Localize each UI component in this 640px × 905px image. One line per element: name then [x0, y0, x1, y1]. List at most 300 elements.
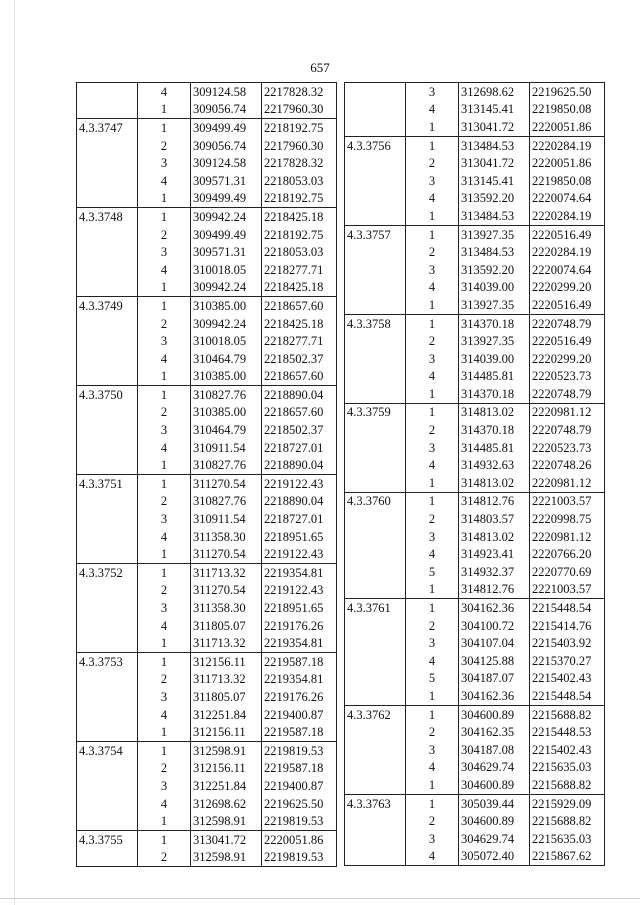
point-number-cell: 3 [138, 154, 191, 172]
y-coordinate-cell: 2219122.43 [262, 582, 337, 600]
y-coordinate-cell: 2215403.92 [530, 634, 605, 652]
point-number-cell: 3 [138, 510, 191, 528]
table-row [77, 386, 337, 404]
table-row [77, 777, 337, 795]
parcel-id-cell [345, 670, 406, 688]
x-coordinate-cell: 312698.62 [459, 83, 530, 101]
y-coordinate-cell: 2220074.64 [530, 190, 605, 208]
x-coordinate-cell: 313484.53 [459, 207, 530, 225]
table-row [77, 599, 337, 617]
table-row [345, 332, 605, 350]
table-row [345, 670, 605, 688]
table-row [77, 119, 337, 137]
x-coordinate-cell: 313041.72 [459, 154, 530, 172]
x-coordinate-cell: 313592.20 [459, 190, 530, 208]
x-coordinate-cell: 309124.58 [191, 154, 262, 172]
point-number-cell: 2 [406, 421, 459, 439]
parcel-id-cell [345, 776, 406, 794]
parcel-id-cell: 4.3.3756 [345, 136, 406, 154]
parcel-id-cell: 4.3.3747 [77, 119, 138, 137]
y-coordinate-cell: 2220748.79 [530, 385, 605, 403]
y-coordinate-cell: 2220516.49 [530, 225, 605, 243]
y-coordinate-cell: 2215867.62 [530, 848, 605, 866]
x-coordinate-cell: 312156.11 [191, 723, 262, 741]
parcel-id-cell [77, 350, 138, 368]
table-row [77, 634, 337, 652]
y-coordinate-cell: 2215414.76 [530, 617, 605, 635]
parcel-id-cell: 4.3.3752 [77, 564, 138, 582]
y-coordinate-cell: 2220748.79 [530, 314, 605, 332]
parcel-id-cell [345, 350, 406, 368]
x-coordinate-cell: 314923.41 [459, 545, 530, 563]
table-row [77, 154, 337, 172]
x-coordinate-cell: 311270.54 [191, 582, 262, 600]
table-row [345, 776, 605, 794]
y-coordinate-cell: 2218657.60 [262, 297, 337, 315]
y-coordinate-cell: 2221003.57 [530, 492, 605, 510]
table-row [77, 706, 337, 724]
x-coordinate-cell: 310911.54 [191, 510, 262, 528]
page-number: 657 [310, 60, 330, 75]
x-coordinate-cell: 311270.54 [191, 545, 262, 563]
parcel-id-cell [345, 279, 406, 297]
y-coordinate-cell: 2219354.81 [262, 671, 337, 689]
point-number-cell: 1 [138, 564, 191, 582]
y-coordinate-cell: 2215448.54 [530, 599, 605, 617]
y-coordinate-cell: 2218951.65 [262, 599, 337, 617]
x-coordinate-cell: 311358.30 [191, 528, 262, 546]
y-coordinate-cell: 2220748.79 [530, 421, 605, 439]
y-coordinate-cell: 2215688.82 [530, 776, 605, 794]
point-number-cell: 3 [406, 439, 459, 457]
y-coordinate-cell: 2215448.54 [530, 687, 605, 705]
y-coordinate-cell: 2218053.03 [262, 243, 337, 261]
x-coordinate-cell: 314803.57 [459, 510, 530, 528]
x-coordinate-cell: 314485.81 [459, 439, 530, 457]
parcel-id-cell [345, 510, 406, 528]
x-coordinate-cell: 309499.49 [191, 226, 262, 244]
x-coordinate-cell: 304187.07 [459, 670, 530, 688]
point-number-cell: 4 [406, 652, 459, 670]
table-row [345, 652, 605, 670]
table-row [77, 315, 337, 333]
y-coordinate-cell: 2220284.19 [530, 207, 605, 225]
y-coordinate-cell: 2217960.30 [262, 101, 337, 119]
x-coordinate-cell: 309942.24 [191, 279, 262, 297]
x-coordinate-cell: 310827.76 [191, 493, 262, 511]
table-row [345, 705, 605, 723]
table-row [77, 545, 337, 563]
y-coordinate-cell: 2219587.18 [262, 760, 337, 778]
table-row [345, 456, 605, 474]
y-coordinate-cell: 2220284.19 [530, 136, 605, 154]
table-row [77, 243, 337, 261]
parcel-id-cell: 4.3.3753 [77, 653, 138, 671]
x-coordinate-cell: 313484.53 [459, 243, 530, 261]
x-coordinate-cell: 312598.91 [191, 849, 262, 867]
table-row [77, 493, 337, 511]
y-coordinate-cell: 2220981.12 [530, 528, 605, 546]
x-coordinate-cell: 314039.00 [459, 279, 530, 297]
y-coordinate-cell: 2215688.82 [530, 812, 605, 830]
parcel-id-cell: 4.3.3757 [345, 225, 406, 243]
parcel-id-cell [77, 172, 138, 190]
y-coordinate-cell: 2218657.60 [262, 404, 337, 422]
y-coordinate-cell: 2219625.50 [262, 795, 337, 813]
table-row [345, 723, 605, 741]
table-row [77, 741, 337, 759]
y-coordinate-cell: 2220766.20 [530, 545, 605, 563]
y-coordinate-cell: 2218192.75 [262, 226, 337, 244]
x-coordinate-cell: 304600.89 [459, 812, 530, 830]
point-number-cell: 4 [138, 706, 191, 724]
table-row [345, 279, 605, 297]
y-coordinate-cell: 2215402.43 [530, 670, 605, 688]
point-number-cell: 1 [406, 403, 459, 421]
parcel-id-cell [345, 154, 406, 172]
x-coordinate-cell: 309571.31 [191, 172, 262, 190]
y-coordinate-cell: 2219122.43 [262, 545, 337, 563]
parcel-id-cell: 4.3.3761 [345, 599, 406, 617]
parcel-id-cell: 4.3.3763 [345, 794, 406, 812]
parcel-id-cell: 4.3.3760 [345, 492, 406, 510]
x-coordinate-cell: 313041.72 [191, 830, 262, 848]
point-number-cell: 4 [138, 795, 191, 813]
parcel-id-cell [345, 190, 406, 208]
point-number-cell: 1 [406, 118, 459, 136]
point-number-cell: 1 [406, 225, 459, 243]
point-number-cell: 1 [138, 741, 191, 759]
parcel-id-cell [77, 154, 138, 172]
table-row [345, 172, 605, 190]
point-number-cell: 4 [406, 101, 459, 119]
x-coordinate-cell: 313145.41 [459, 172, 530, 190]
table-row [77, 83, 337, 101]
y-coordinate-cell: 2219354.81 [262, 564, 337, 582]
parcel-id-cell [345, 723, 406, 741]
table-row [77, 279, 337, 297]
point-number-cell: 4 [406, 190, 459, 208]
point-number-cell: 4 [406, 279, 459, 297]
point-number-cell: 2 [138, 849, 191, 867]
parcel-id-cell [77, 849, 138, 867]
parcel-id-cell [77, 510, 138, 528]
table-row [345, 83, 605, 101]
table-row [345, 510, 605, 528]
y-coordinate-cell: 2218727.01 [262, 510, 337, 528]
table-row [77, 404, 337, 422]
table-row [345, 830, 605, 848]
parcel-id-cell [345, 243, 406, 261]
parcel-id-cell [77, 439, 138, 457]
table-row [345, 350, 605, 368]
table-row [77, 350, 337, 368]
y-coordinate-cell: 2215635.03 [530, 759, 605, 777]
point-number-cell: 3 [406, 261, 459, 279]
x-coordinate-cell: 314932.63 [459, 456, 530, 474]
point-number-cell: 1 [138, 475, 191, 493]
table-row [77, 760, 337, 778]
x-coordinate-cell: 309499.49 [191, 190, 262, 208]
point-number-cell: 2 [138, 493, 191, 511]
x-coordinate-cell: 304629.74 [459, 759, 530, 777]
parcel-id-cell [77, 101, 138, 119]
x-coordinate-cell: 310018.05 [191, 261, 262, 279]
point-number-cell: 1 [406, 776, 459, 794]
table-row [345, 794, 605, 812]
y-coordinate-cell: 2218502.37 [262, 421, 337, 439]
point-number-cell: 1 [406, 599, 459, 617]
parcel-id-cell [77, 688, 138, 706]
table-row [77, 795, 337, 813]
x-coordinate-cell: 311270.54 [191, 475, 262, 493]
y-coordinate-cell: 2217960.30 [262, 137, 337, 155]
point-number-cell: 2 [406, 154, 459, 172]
x-coordinate-cell: 304162.36 [459, 687, 530, 705]
parcel-id-cell [345, 528, 406, 546]
table-row [345, 599, 605, 617]
parcel-id-cell [77, 315, 138, 333]
parcel-id-cell [345, 759, 406, 777]
table-row [345, 421, 605, 439]
x-coordinate-cell: 314813.02 [459, 403, 530, 421]
y-coordinate-cell: 2218192.75 [262, 190, 337, 208]
table-row [345, 101, 605, 119]
table-row [345, 190, 605, 208]
y-coordinate-cell: 2218951.65 [262, 528, 337, 546]
x-coordinate-cell: 314932.37 [459, 563, 530, 581]
parcel-id-cell [77, 332, 138, 350]
table-row [77, 617, 337, 635]
point-number-cell: 1 [406, 581, 459, 599]
parcel-id-cell [77, 723, 138, 741]
table-row [77, 172, 337, 190]
table-row [77, 368, 337, 386]
parcel-id-cell [345, 563, 406, 581]
table-row [77, 528, 337, 546]
point-number-cell: 1 [138, 545, 191, 563]
y-coordinate-cell: 2219400.87 [262, 777, 337, 795]
point-number-cell: 4 [406, 368, 459, 386]
x-coordinate-cell: 311713.32 [191, 564, 262, 582]
table-row [77, 510, 337, 528]
x-coordinate-cell: 304100.72 [459, 617, 530, 635]
parcel-id-cell [77, 493, 138, 511]
y-coordinate-cell: 2220770.69 [530, 563, 605, 581]
table-row [77, 582, 337, 600]
point-number-cell: 2 [406, 243, 459, 261]
point-number-cell: 1 [138, 386, 191, 404]
point-number-cell: 4 [138, 350, 191, 368]
table-row [345, 136, 605, 154]
x-coordinate-cell: 304600.89 [459, 776, 530, 794]
parcel-id-cell [77, 545, 138, 563]
parcel-id-cell [77, 528, 138, 546]
point-number-cell: 3 [138, 777, 191, 795]
point-number-cell: 1 [138, 190, 191, 208]
parcel-id-cell [77, 279, 138, 297]
y-coordinate-cell: 2218425.18 [262, 315, 337, 333]
y-coordinate-cell: 2218277.71 [262, 261, 337, 279]
parcel-id-cell [345, 652, 406, 670]
parcel-id-cell [77, 795, 138, 813]
table-row [345, 848, 605, 866]
x-coordinate-cell: 311713.32 [191, 634, 262, 652]
point-number-cell: 4 [406, 759, 459, 777]
x-coordinate-cell: 304600.89 [459, 705, 530, 723]
y-coordinate-cell: 2215448.53 [530, 723, 605, 741]
table-row [345, 368, 605, 386]
x-coordinate-cell: 310018.05 [191, 332, 262, 350]
point-number-cell: 2 [406, 723, 459, 741]
parcel-id-cell: 4.3.3748 [77, 208, 138, 226]
table-row [77, 456, 337, 474]
table-row [77, 688, 337, 706]
point-number-cell: 3 [406, 172, 459, 190]
x-coordinate-cell: 312251.84 [191, 777, 262, 795]
table-row [77, 653, 337, 671]
y-coordinate-cell: 2219354.81 [262, 634, 337, 652]
y-coordinate-cell: 2220299.20 [530, 350, 605, 368]
point-number-cell: 3 [406, 83, 459, 101]
parcel-id-cell [345, 830, 406, 848]
point-number-cell: 2 [406, 812, 459, 830]
point-number-cell: 1 [406, 207, 459, 225]
y-coordinate-cell: 2220051.86 [530, 154, 605, 172]
point-number-cell: 3 [138, 599, 191, 617]
x-coordinate-cell: 314039.00 [459, 350, 530, 368]
point-number-cell: 2 [138, 582, 191, 600]
parcel-id-cell [345, 332, 406, 350]
table-row [345, 617, 605, 635]
table-row [345, 545, 605, 563]
table-row [77, 671, 337, 689]
point-number-cell: 1 [138, 653, 191, 671]
x-coordinate-cell: 309056.74 [191, 137, 262, 155]
table-row [345, 118, 605, 136]
point-number-cell: 1 [138, 723, 191, 741]
table-row [345, 528, 605, 546]
point-number-cell: 3 [138, 243, 191, 261]
table-row [345, 687, 605, 705]
parcel-id-cell [345, 545, 406, 563]
table-row [345, 759, 605, 777]
y-coordinate-cell: 2219819.53 [262, 741, 337, 759]
point-number-cell: 1 [138, 456, 191, 474]
table-row [345, 261, 605, 279]
point-number-cell: 3 [406, 741, 459, 759]
y-coordinate-cell: 2220284.19 [530, 243, 605, 261]
x-coordinate-cell: 313041.72 [459, 118, 530, 136]
y-coordinate-cell: 2218890.04 [262, 493, 337, 511]
x-coordinate-cell: 314485.81 [459, 368, 530, 386]
x-coordinate-cell: 311805.07 [191, 688, 262, 706]
y-coordinate-cell: 2219587.18 [262, 723, 337, 741]
parcel-id-cell: 4.3.3759 [345, 403, 406, 421]
x-coordinate-cell: 314370.18 [459, 421, 530, 439]
point-number-cell: 4 [138, 439, 191, 457]
table-row [77, 332, 337, 350]
x-coordinate-cell: 312156.11 [191, 653, 262, 671]
parcel-id-cell [77, 634, 138, 652]
point-number-cell: 1 [406, 136, 459, 154]
table-row [345, 296, 605, 314]
parcel-id-cell [345, 812, 406, 830]
x-coordinate-cell: 310385.00 [191, 297, 262, 315]
table-row [77, 137, 337, 155]
parcel-id-cell [77, 243, 138, 261]
parcel-id-cell [345, 581, 406, 599]
point-number-cell: 3 [138, 421, 191, 439]
x-coordinate-cell: 309499.49 [191, 119, 262, 137]
y-coordinate-cell: 2218053.03 [262, 172, 337, 190]
parcel-id-cell [345, 741, 406, 759]
x-coordinate-cell: 314813.02 [459, 474, 530, 492]
x-coordinate-cell: 311805.07 [191, 617, 262, 635]
table-row [345, 563, 605, 581]
parcel-id-cell [77, 599, 138, 617]
point-number-cell: 3 [406, 528, 459, 546]
y-coordinate-cell: 2220523.73 [530, 439, 605, 457]
point-number-cell: 4 [406, 456, 459, 474]
y-coordinate-cell: 2220998.75 [530, 510, 605, 528]
table-row [77, 723, 337, 741]
table-row [345, 154, 605, 172]
parcel-id-cell [345, 172, 406, 190]
page-bottom-line [0, 898, 640, 899]
parcel-id-cell [77, 582, 138, 600]
point-number-cell: 1 [406, 385, 459, 403]
parcel-id-cell [345, 456, 406, 474]
x-coordinate-cell: 304125.88 [459, 652, 530, 670]
x-coordinate-cell: 313927.35 [459, 296, 530, 314]
y-coordinate-cell: 2219850.08 [530, 101, 605, 119]
point-number-cell: 4 [406, 545, 459, 563]
parcel-id-cell [345, 421, 406, 439]
parcel-id-cell [77, 777, 138, 795]
table-row [77, 190, 337, 208]
x-coordinate-cell: 312251.84 [191, 706, 262, 724]
parcel-id-cell: 4.3.3762 [345, 705, 406, 723]
parcel-id-cell [345, 118, 406, 136]
parcel-id-cell: 4.3.3758 [345, 314, 406, 332]
y-coordinate-cell: 2217828.32 [262, 154, 337, 172]
point-number-cell: 5 [406, 563, 459, 581]
table-row [345, 741, 605, 759]
y-coordinate-cell: 2221003.57 [530, 581, 605, 599]
x-coordinate-cell: 304107.04 [459, 634, 530, 652]
table-row [77, 261, 337, 279]
table-row [77, 849, 337, 867]
y-coordinate-cell: 2218425.18 [262, 279, 337, 297]
y-coordinate-cell: 2220051.86 [530, 118, 605, 136]
y-coordinate-cell: 2215688.82 [530, 705, 605, 723]
table-row [77, 475, 337, 493]
y-coordinate-cell: 2219176.26 [262, 688, 337, 706]
x-coordinate-cell: 312598.91 [191, 741, 262, 759]
parcel-id-cell [345, 634, 406, 652]
parcel-id-cell [77, 671, 138, 689]
table-row [345, 385, 605, 403]
parcel-id-cell [345, 385, 406, 403]
point-number-cell: 1 [138, 119, 191, 137]
page-edge-line [14, 0, 15, 905]
point-number-cell: 2 [138, 226, 191, 244]
point-number-cell: 3 [406, 634, 459, 652]
y-coordinate-cell: 2218890.04 [262, 386, 337, 404]
x-coordinate-cell: 310385.00 [191, 404, 262, 422]
parcel-id-cell [345, 439, 406, 457]
